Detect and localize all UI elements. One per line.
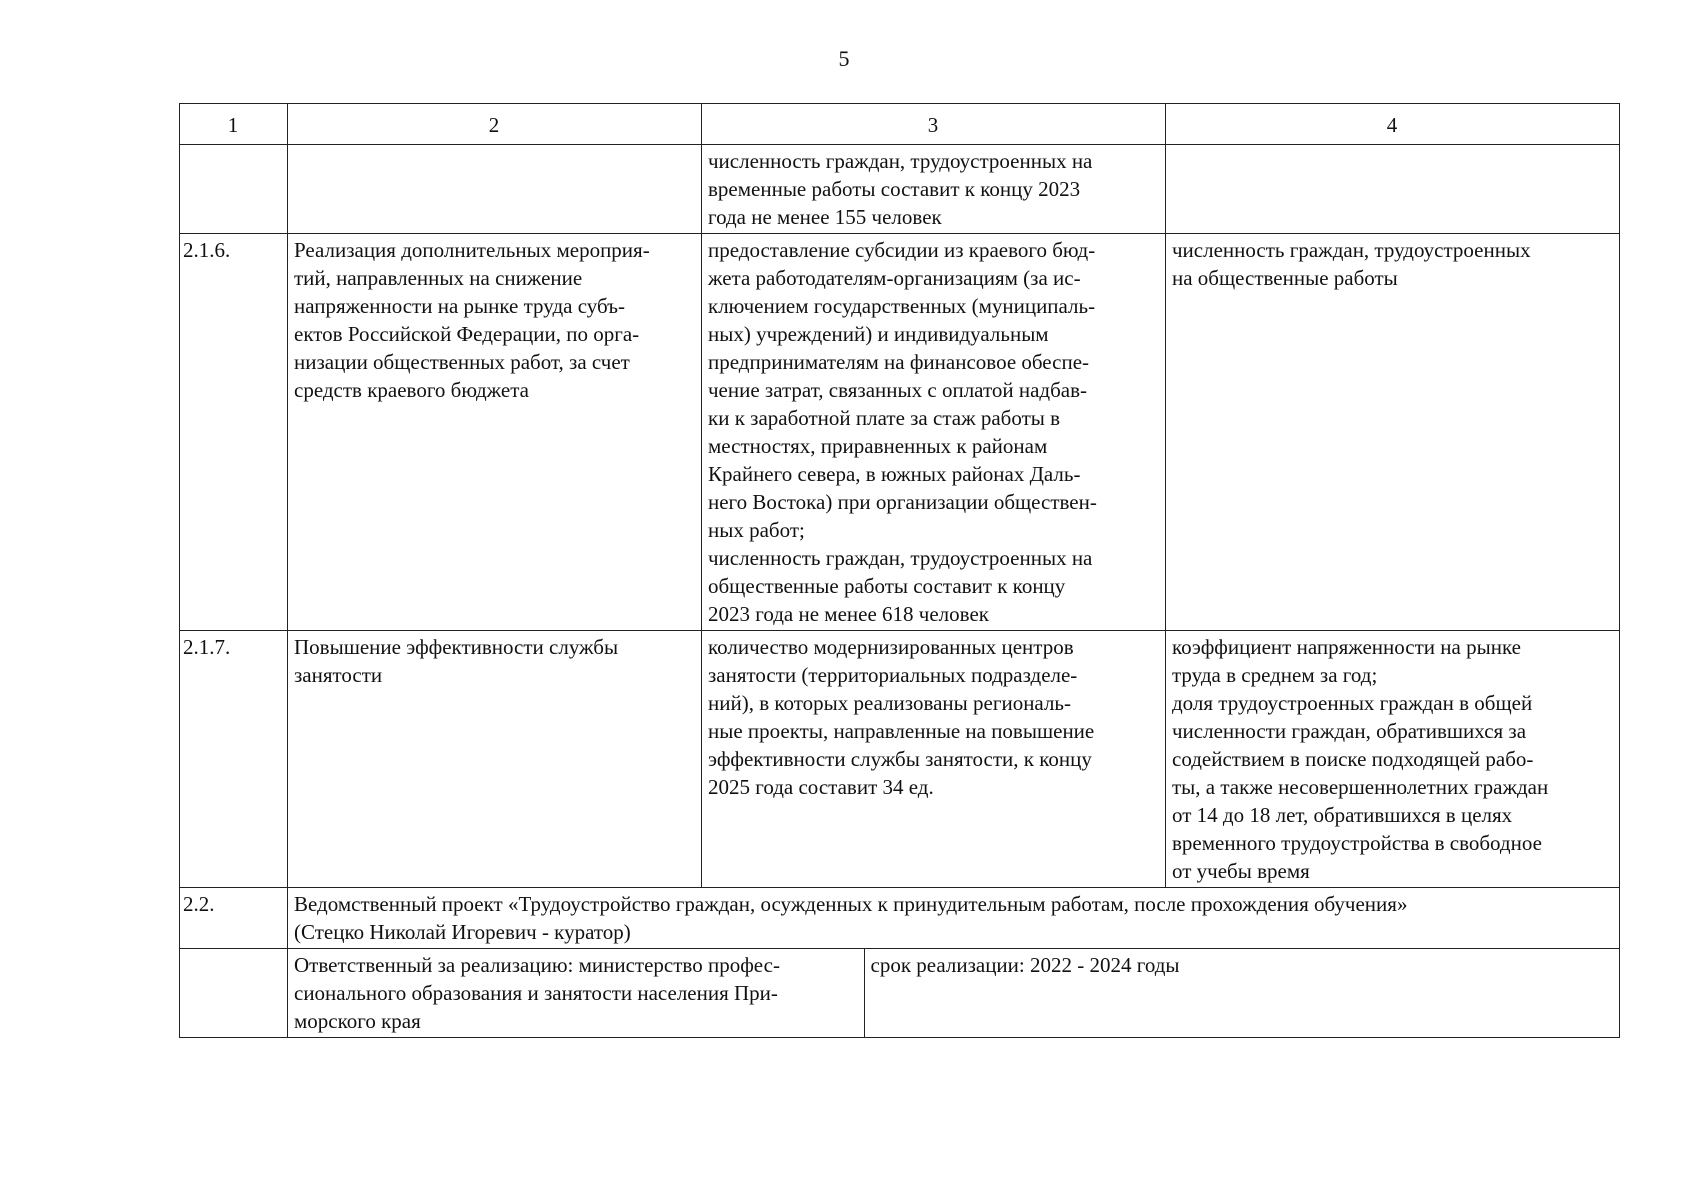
continuation-col3-cell — [702, 145, 1166, 234]
activity-name-cell — [288, 234, 702, 631]
table-row-2-2 — [180, 888, 1620, 949]
table-row-2-2-details — [180, 949, 1620, 1038]
row-number: 2.1.6. — [180, 234, 288, 631]
text-line: Ответственный за реализацию: министерство профес- — [294, 953, 780, 977]
table-header-row — [180, 104, 1620, 145]
text-line: жета работодателям-организациям (за ис- — [708, 266, 1081, 290]
header-cell-3: 3 — [702, 104, 1166, 145]
row-number: 2.2. — [180, 888, 288, 949]
text-line: количество модернизированных центров — [708, 635, 1074, 659]
text-line: низации общественных работ, за счет — [294, 350, 630, 374]
text-line: численность граждан, трудоустроенных на — [708, 149, 1093, 173]
indicator-cell — [1166, 631, 1620, 888]
text-line: от 14 до 18 лет, обратившихся в целях — [1172, 803, 1513, 827]
text-line: труда в среднем за год; — [1172, 663, 1378, 687]
text-line: доля трудоустроенных граждан в общей — [1172, 691, 1533, 715]
continuation-col4-cell — [1166, 145, 1620, 234]
activity-name-cell — [288, 631, 702, 888]
text-line: ных) учреждений) и индивидуальным — [708, 322, 1049, 346]
text-line: временные работы составит к концу 2023 — [708, 177, 1081, 201]
text-line: (Стецко Николай Игоревич - куратор) — [294, 920, 631, 944]
text-line: численность граждан, трудоустроенных на — [708, 546, 1093, 570]
text-line: ектов Российской Федерации, по орга- — [294, 322, 640, 346]
text-line: предоставление субсидии из краевого бюд- — [708, 238, 1096, 262]
implementation-term-cell — [864, 949, 1619, 1037]
text-line: ные проекты, направленные на повышение — [708, 719, 1095, 743]
table-row-continuation — [180, 145, 1620, 234]
continuation-number-cell — [180, 145, 288, 234]
text-line: коэффициент напряженности на рынке — [1172, 635, 1521, 659]
details-inner-table — [288, 949, 1619, 1037]
text-line: 2025 года составит 34 ед. — [708, 775, 934, 799]
text-line: эффективности службы занятости, к концу — [708, 747, 1092, 771]
text-line: чение затрат, связанных с оплатой надбав- — [708, 378, 1087, 402]
text-line: него Востока) при организации обществен- — [708, 490, 1097, 514]
expected-result-cell — [702, 234, 1166, 631]
text-line: средств краевого бюджета — [294, 378, 529, 402]
text-line: предпринимателям на финансовое обеспе- — [708, 350, 1090, 374]
details-cell — [288, 949, 1620, 1038]
header-cell-4: 4 — [1166, 104, 1620, 145]
table-row-2-1-6 — [180, 234, 1620, 631]
indicator-cell — [1166, 234, 1620, 631]
text-line: морского края — [294, 1009, 421, 1033]
text-line: Ведомственный проект «Трудоустройство граждан, осужденных к принудительным работам, после прохождения обучения» — [294, 892, 1408, 916]
text-line: численности граждан, обратившихся за — [1172, 719, 1527, 743]
text-line: численность граждан, трудоустроенных — [1172, 238, 1531, 262]
text-line: Повышение эффективности службы — [294, 635, 619, 659]
text-line: содействием в поиске подходящей рабо- — [1172, 747, 1534, 771]
table-row-2-1-7 — [180, 631, 1620, 888]
details-number-cell — [180, 949, 288, 1038]
header-cell-2: 2 — [288, 104, 702, 145]
continuation-col2-cell — [288, 145, 702, 234]
text-line: ты, а также несовершеннолетних граждан — [1172, 775, 1549, 799]
text-line: ний), в которых реализованы региональ- — [708, 691, 1071, 715]
text-line: занятости (территориальных подразделе- — [708, 663, 1078, 687]
text-line: напряженности на рынке труда субъ- — [294, 294, 625, 318]
text-line: Крайнего севера, в южных районах Даль- — [708, 462, 1081, 486]
row-number: 2.1.7. — [180, 631, 288, 888]
header-cell-1: 1 — [180, 104, 288, 145]
text-line: срок реализации: 2022 - 2024 годы — [870, 953, 1180, 977]
text-line: местностях, приравненных к районам — [708, 434, 1048, 458]
page-number: 5 — [838, 46, 850, 71]
text-line: 2023 года не менее 618 человек — [708, 602, 989, 626]
text-line: сионального образования и занятости населения При- — [294, 981, 778, 1005]
responsible-cell — [288, 949, 864, 1037]
document-table — [179, 103, 1620, 1038]
text-line: Реализация дополнительных мероприя- — [294, 238, 650, 262]
text-line: от учебы время — [1172, 859, 1310, 883]
text-line: ключением государственных (муниципаль- — [708, 294, 1096, 318]
text-line: года не менее 155 человек — [708, 205, 942, 229]
text-line: ки к заработной плате за стаж работы в — [708, 406, 1061, 430]
expected-result-cell — [702, 631, 1166, 888]
text-line: на общественные работы — [1172, 266, 1398, 290]
project-title-cell — [288, 888, 1620, 949]
text-line: временного трудоустройства в свободное — [1172, 831, 1542, 855]
text-line: ных работ; — [708, 518, 805, 542]
text-line: тий, направленных на снижение — [294, 266, 583, 290]
text-line: занятости — [294, 663, 383, 687]
text-line: общественные работы составит к концу — [708, 574, 1066, 598]
